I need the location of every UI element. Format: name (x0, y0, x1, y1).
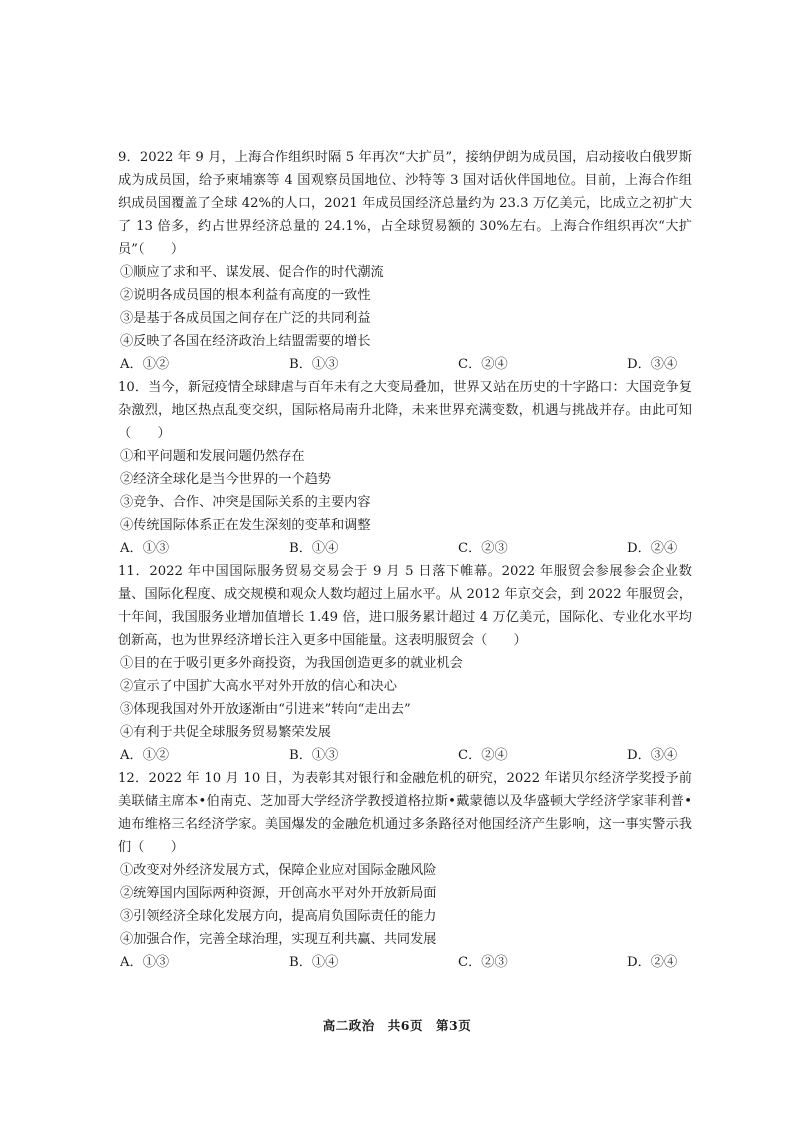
answer-choices (118, 537, 692, 560)
page-footer: 高二政治 共6页 第3页 (322, 1018, 472, 1033)
question-11 (118, 560, 692, 767)
choice-c: C．②③ (458, 541, 508, 556)
choice-b: B．①④ (289, 541, 339, 556)
choice-b: B．①④ (289, 955, 339, 970)
choice-c: C．②③ (458, 955, 508, 970)
choice-a: A．①③ (120, 541, 170, 556)
choice-d: D．②④ (627, 541, 678, 556)
question-stem: 9．2022 年 9 月，上海合作组织时隔 5 年再次“大扩员”，接纳伊朗为成员国，启动接收白俄罗斯成为成员国，给予柬埔寨等 4 国观察员国地位、沙特等 3 国对话伙伴国地位。目前，上海合作组织成员国覆盖了全球 42%的人口，2021 年成员国经济总量约为 23.3 万亿美元，比成立之初扩大了 13 倍多，约占世界经济总量的 24.1%，占全球贸易额的 30%左右。上海合作组织再次“大扩员”（ ） (118, 150, 692, 257)
statement-option: ②经济全球化是当今世界的一个趋势 (120, 472, 331, 487)
statement-option: ④有利于共促全球服务贸易繁荣发展 (120, 725, 331, 740)
statement-option: ②宣示了中国扩大高水平对外开放的信心和决心 (120, 679, 397, 694)
choice-c: C．②④ (458, 748, 508, 763)
question-12 (118, 767, 692, 974)
statement-option: ②统筹国内国际两种资源，开创高水平对外开放新局面 (120, 886, 437, 901)
statement-option: ④加强合作，完善全球治理，实现互利共赢、共同发展 (120, 932, 437, 947)
question-9 (118, 146, 692, 376)
statement-option: ③引领经济全球化发展方向，提高肩负国际责任的能力 (120, 909, 437, 924)
choice-a: A．①② (120, 748, 170, 763)
statement-option: ①和平问题和发展问题仍然存在 (120, 449, 305, 464)
choice-b: B．①③ (289, 357, 339, 372)
question-stem: 12．2022 年 10 月 10 日，为表彰其对银行和金融危机的研究，2022 年诺贝尔经济学奖授予前美联储主席本•伯南克、芝加哥大学经济学教授道格拉斯•戴蒙德以及华盛顿大学经济学家菲利普•迪布维格三名经济学家。美国爆发的金融危机通过多条路径对他国经济产生影响，这一事实警示我们（ ） (118, 771, 692, 855)
question-stem: 10．当今，新冠疫情全球肆虐与百年未有之大变局叠加，世界又站在历史的十字路口：大国竞争复杂激烈，地区热点乱变交织，国际格局南升北降，未来世界充满变数，机遇与挑战并存。由此可知（ ） (118, 380, 692, 441)
question-10 (118, 376, 692, 560)
statement-option: ④传统国际体系正在发生深刻的变革和调整 (120, 518, 371, 533)
choice-d: D．③④ (627, 357, 678, 372)
statement-option: ③是基于各成员国之间存在广泛的共同利益 (120, 311, 371, 326)
choice-d: D．②④ (627, 955, 678, 970)
answer-choices (118, 951, 692, 974)
answer-choices (118, 353, 692, 376)
statement-option: ③竞争、合作、冲突是国际关系的主要内容 (120, 495, 371, 510)
answer-choices (118, 744, 692, 767)
statement-option: ①顺应了求和平、谋发展、促合作的时代潮流 (120, 265, 384, 280)
statement-option: ④反映了各国在经济政治上结盟需要的增长 (120, 334, 371, 349)
question-stem: 11．2022 年中国国际服务贸易交易会于 9 月 5 日落下帷幕。2022 年服贸会参展参会企业数量、国际化程度、成交规模和观众人数均超过上届水平。从 2012 年京交会，到 2022 年服贸会，十年间，我国服务业增加值增长 1.49 倍，进口服务累计超过 4 万亿美元，国际化、专业化水平均创新高，也为世界经济增长注入更多中国能量。这表明服贸会（ ） (118, 564, 692, 648)
choice-a: A．①② (120, 357, 170, 372)
choice-c: C．②④ (458, 357, 508, 372)
question-list (118, 146, 692, 974)
choice-d: D．③④ (627, 748, 678, 763)
choice-b: B．①③ (289, 748, 339, 763)
statement-option: ①改变对外经济发展方式，保障企业应对国际金融风险 (120, 863, 437, 878)
choice-a: A．①③ (120, 955, 170, 970)
statement-option: ③体现我国对外开放逐渐由“引进来”转向“走出去” (120, 702, 411, 717)
statement-option: ②说明各成员国的根本利益有高度的一致性 (120, 288, 371, 303)
statement-option: ①目的在于吸引更多外商投资，为我国创造更多的就业机会 (120, 656, 463, 671)
